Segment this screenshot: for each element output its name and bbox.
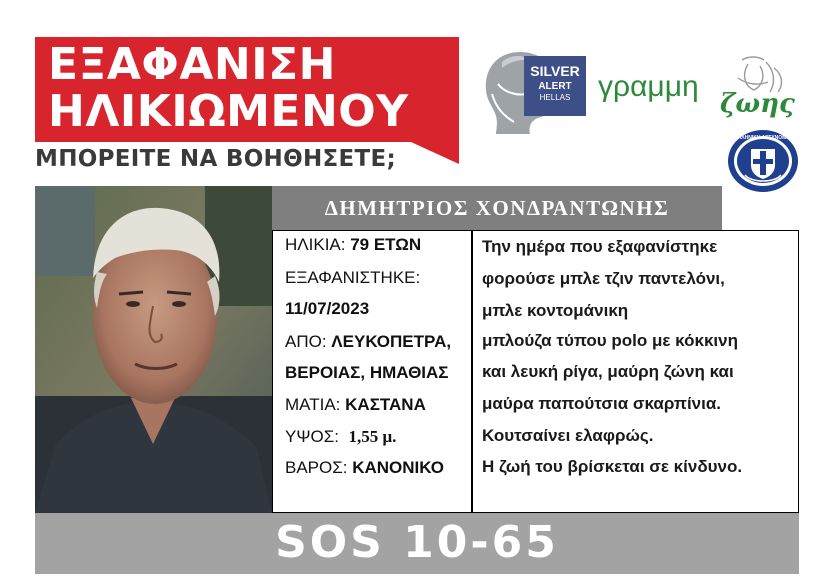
weight-label: ΒΑΡΟΣ: — [285, 458, 353, 477]
silver-alert-logo — [480, 48, 586, 134]
banner-tail — [411, 142, 459, 164]
missing-date: 11/07/2023 — [285, 299, 370, 318]
age-value: 79 ΕΤΩΝ — [350, 235, 422, 254]
eyes-label: ΜΑΤΙΑ: — [285, 395, 346, 414]
height-row — [285, 427, 396, 447]
silver-logo-line1: SILVER — [530, 63, 580, 79]
person-name-bar: ΔΗΜΗΤΡΙΟΣ ΧΟΝΔΡΑΝΤΩΝΗΣ — [272, 186, 722, 230]
missing-label: ΕΞΑΦΑΝΙΣΤΗΚΕ: — [285, 268, 421, 287]
banner-title-line1: ΕΞΑΦΑΝΙΣΗ — [48, 39, 336, 90]
from-value-line1: ΛΕΥΚΟΠΕΤΡΑ, — [331, 332, 452, 351]
height-label: ΥΨΟΣ: — [285, 427, 349, 446]
from-label: ΑΠΟ: — [285, 332, 332, 351]
weight-value: ΚΑΝΟΝΙΚΟ — [352, 458, 444, 477]
missing-person-photo — [35, 186, 272, 513]
hellenic-police-logo — [727, 129, 799, 193]
description-line: μπλούζα τύπου polo με κόκκινη — [482, 331, 738, 350]
description-line: φορούσε μπλε τζιν παντελόνι, — [482, 269, 725, 288]
from-row — [285, 332, 451, 352]
eyes-value: ΚΑΣΤΑΝΑ — [345, 395, 426, 414]
age-label: ΗΛΙΚΙΑ: — [285, 235, 351, 254]
sos-hotline-number: SOS 10-65 — [275, 517, 559, 568]
description-line: Κουτσαίνει ελαφρώς. — [482, 426, 654, 445]
police-logo-text: ΕΛΛΗΝΙΚΗ ΑΣΤΥΝΟΜΙΑ — [734, 135, 792, 141]
grammi-zois-logo — [598, 56, 810, 124]
banner-title-line2: ΗΛΙΚΙΩΜΕΝΟΥ — [48, 86, 409, 137]
personal-info-box — [272, 230, 472, 513]
sos-hotline-bar — [35, 513, 799, 574]
description-line: Την ημέρα που εξαφανίστηκε — [482, 237, 718, 256]
description-line: Η ζωή του βρίσκεται σε κίνδυνο. — [482, 457, 743, 476]
weight-row — [285, 458, 444, 478]
silver-logo-line2: ALERT — [538, 81, 572, 92]
description-box — [472, 230, 799, 513]
grammi-logo-word: γραμμη — [598, 70, 699, 103]
from-value-line2: ΒΕΡΟΙΑΣ, ΗΜΑΘΙΑΣ — [285, 363, 449, 382]
description-line: και λευκή ρίγα, μαύρη ζώνη και — [482, 362, 734, 381]
eyes-row — [285, 395, 426, 415]
title-banner — [35, 37, 459, 142]
silver-logo-line3: HELLAS — [539, 93, 571, 102]
age-row — [285, 235, 421, 255]
description-line: μπλε κοντομάνικη — [482, 301, 629, 320]
banner-subtitle: ΜΠΟΡΕΙΤΕ ΝΑ ΒΟΗΘΗΣΕΤΕ; — [35, 146, 397, 172]
height-value: 1,55 μ. — [348, 427, 397, 446]
description-line: μαύρα παπούτσια σκαρπίνια. — [482, 394, 722, 413]
zois-logo-word: ζωης — [720, 89, 795, 119]
